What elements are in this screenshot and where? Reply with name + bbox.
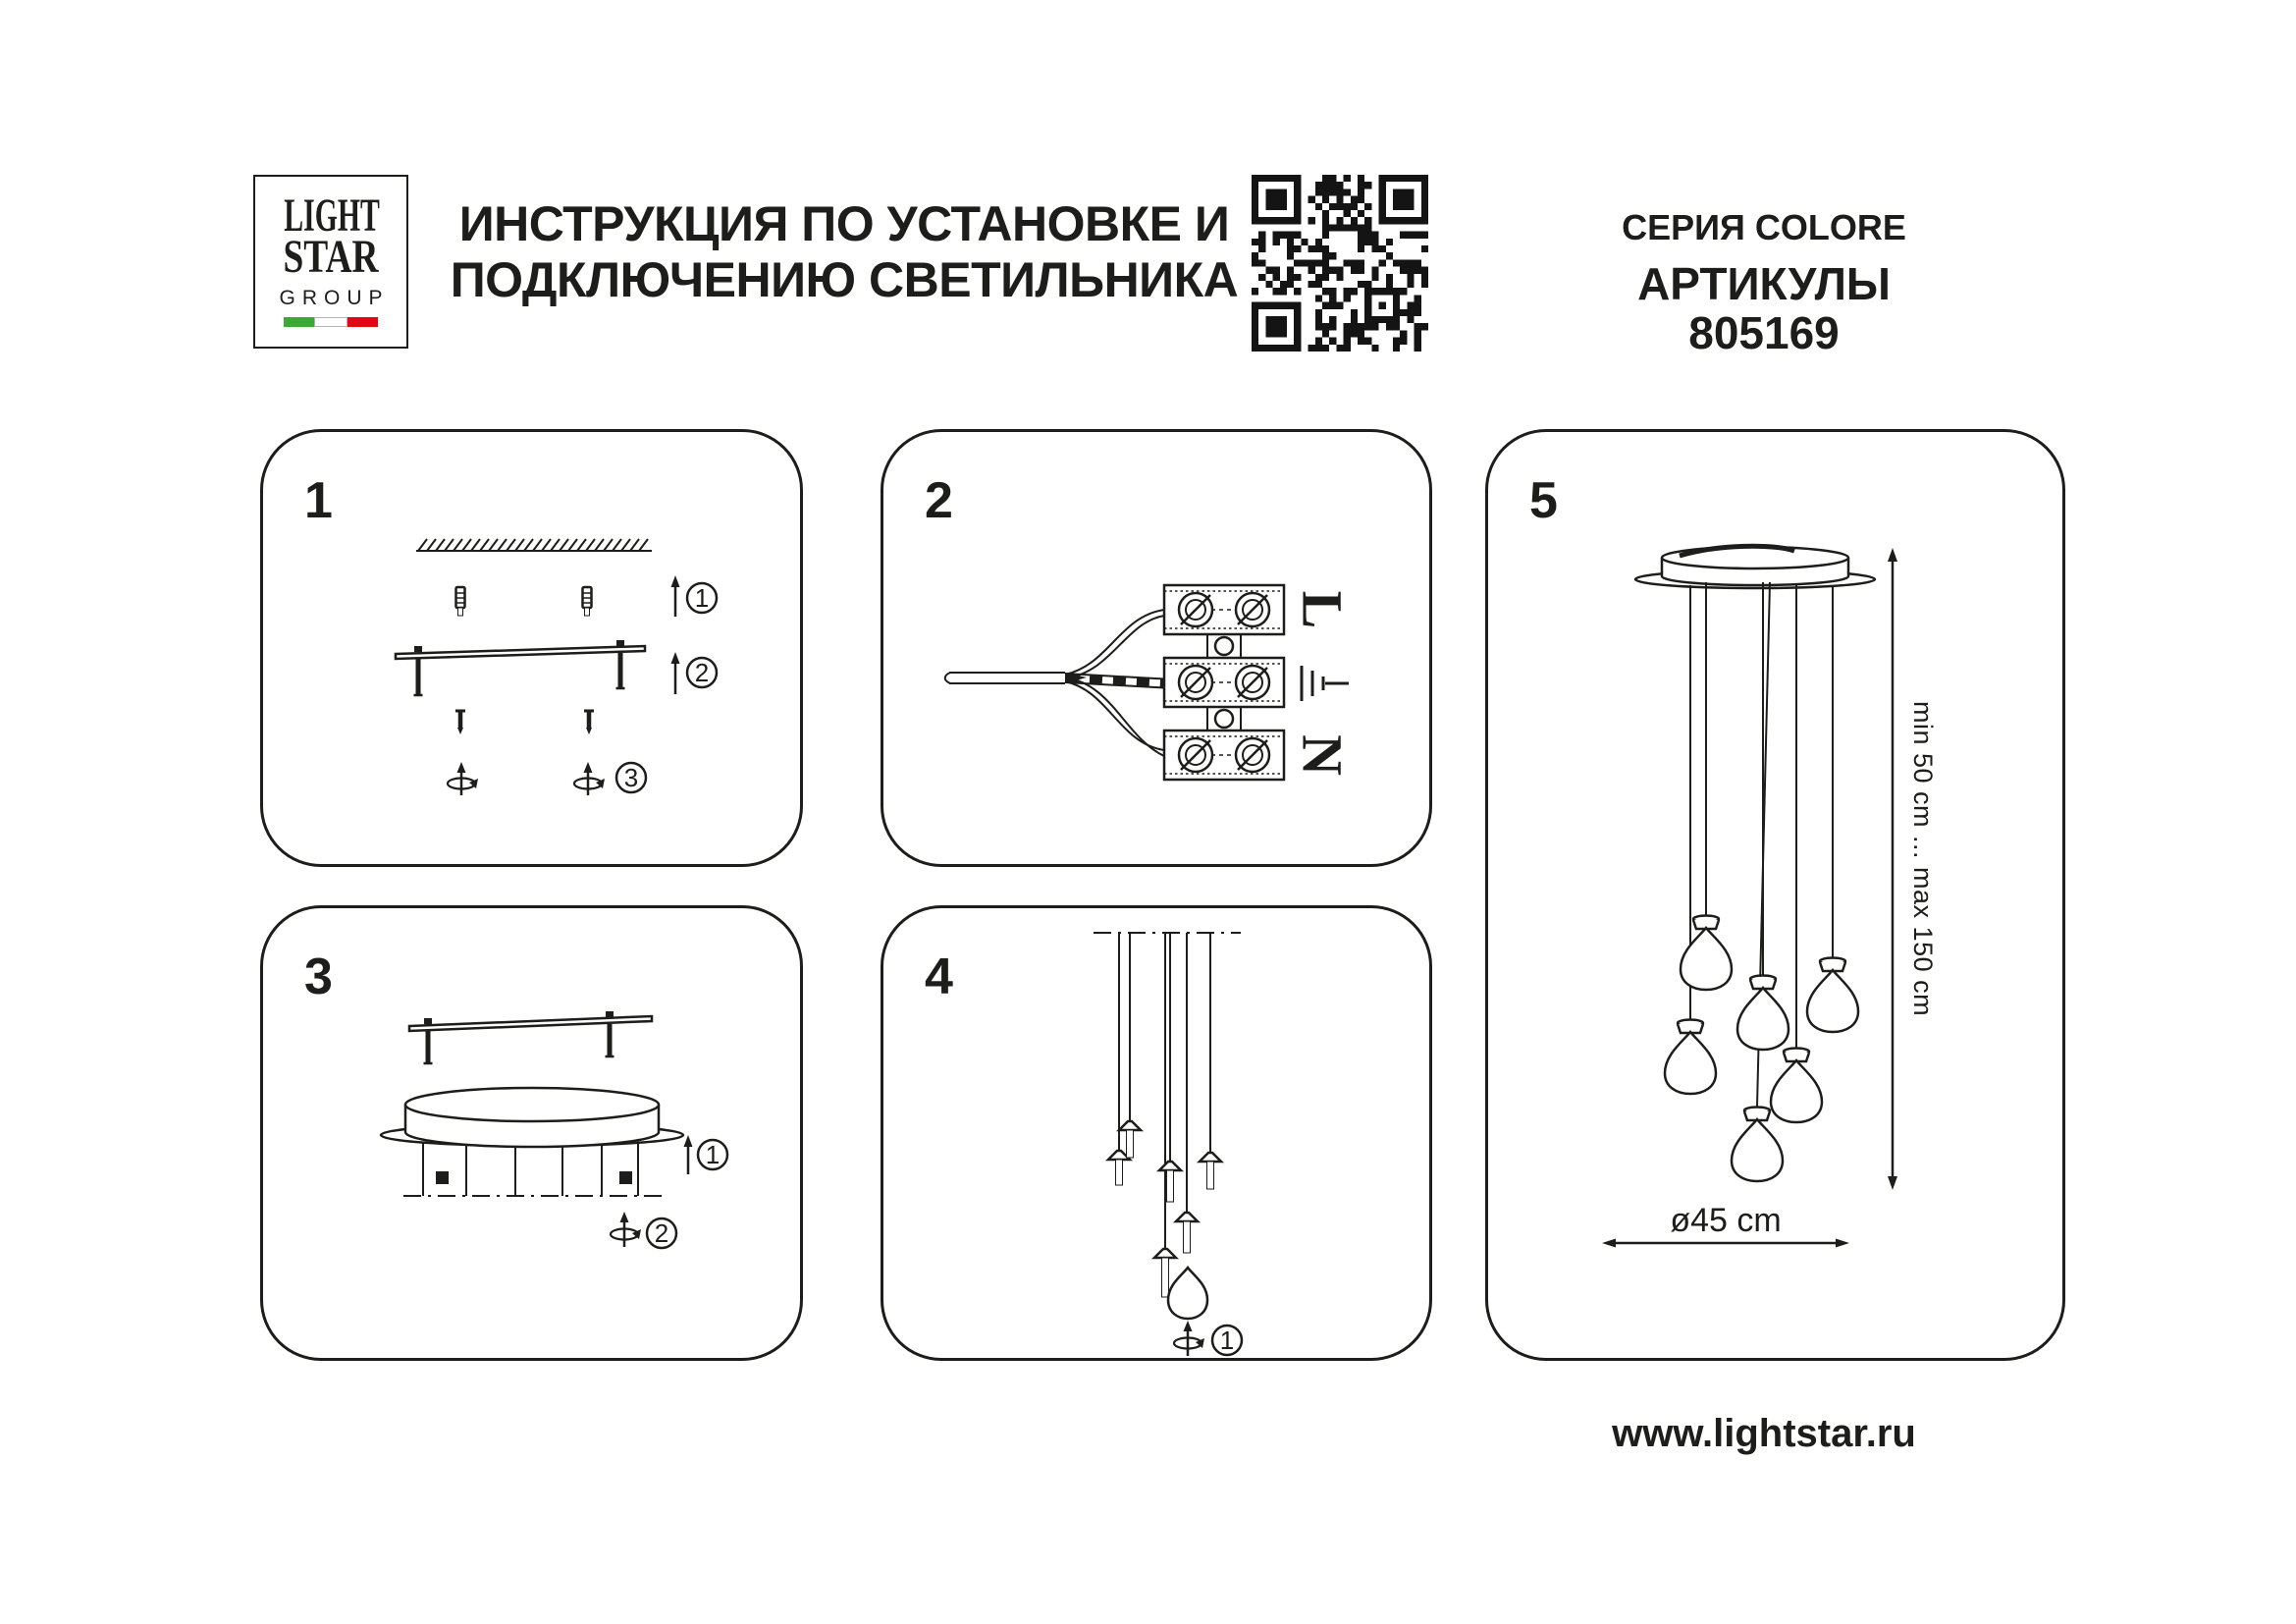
lamp-socket	[1176, 1213, 1198, 1253]
canopy-mounting-diagram	[263, 908, 800, 1358]
bulb	[1168, 1268, 1207, 1319]
panel-step-5	[1485, 429, 2065, 1361]
step-badge	[647, 1218, 676, 1248]
flag-white	[314, 317, 347, 327]
bulb	[1771, 1049, 1822, 1123]
panel-step-3	[260, 905, 803, 1361]
logo-word-star: STAR	[283, 231, 379, 283]
series-name: СЕРИЯ COLORE	[1622, 207, 1906, 247]
qr-code	[1252, 175, 1428, 352]
wall-plug	[583, 587, 592, 616]
wiring-diagram	[883, 432, 1429, 864]
article-number: АРТИКУЛЫ 805169	[1637, 258, 1891, 358]
flag-red	[347, 317, 378, 327]
up-arrow	[671, 652, 680, 694]
step-badge	[1212, 1326, 1242, 1355]
svg-text:1: 1	[705, 1140, 721, 1169]
bulb	[1737, 976, 1789, 1051]
logo-word-group: GROUP	[279, 287, 390, 309]
wall-plug	[456, 587, 465, 616]
step-badge	[698, 1140, 727, 1169]
terminal-block	[1164, 585, 1284, 780]
screw-rotation-icon	[611, 1212, 641, 1247]
panel-step-1	[260, 429, 803, 867]
panel-number: 5	[1529, 472, 1558, 529]
product-info	[1568, 208, 1960, 357]
svg-text:2: 2	[694, 658, 710, 687]
screw-rotation-icon	[1174, 1321, 1204, 1356]
page-title-line2: ПОДКЛЮЧЕНИЮ СВЕТИЛЬНИКА	[450, 252, 1239, 307]
panel-step-4	[881, 905, 1432, 1361]
page-title	[393, 196, 1296, 308]
bulb	[1681, 916, 1732, 991]
diameter-dimension-label: ø45 cm	[1670, 1202, 1782, 1239]
panel-number: 2	[925, 472, 953, 529]
cable-lock	[619, 1171, 632, 1184]
pendant-cord	[1119, 933, 1210, 1248]
svg-text:1: 1	[1219, 1326, 1235, 1355]
bulb	[1665, 1020, 1716, 1095]
canopy	[381, 1088, 683, 1147]
pendant-cord	[423, 1143, 638, 1196]
line-label: L	[1290, 590, 1355, 629]
screw-rotation-icon	[574, 762, 605, 795]
bulb-installation-diagram	[883, 908, 1429, 1358]
canopy	[1635, 546, 1875, 588]
brand-logo	[253, 175, 408, 349]
up-arrow	[671, 575, 680, 617]
bulb	[1807, 958, 1858, 1033]
italian-flag-icon	[284, 317, 378, 327]
lamp-socket	[1159, 1162, 1181, 1202]
step-badge	[687, 658, 717, 687]
svg-text:2: 2	[654, 1218, 669, 1248]
screw	[584, 711, 594, 734]
page-title-line1: ИНСТРУКЦИЯ ПО УСТАНОВКЕ И	[458, 196, 1230, 251]
up-arrow	[684, 1135, 693, 1174]
cable-lock	[436, 1171, 449, 1184]
ground-symbol	[1302, 666, 1349, 701]
panel-number: 3	[304, 948, 333, 1005]
screw-rotation-icon	[448, 762, 478, 795]
bulb	[1732, 1108, 1783, 1182]
svg-text:3: 3	[623, 763, 639, 792]
screw	[455, 711, 465, 734]
logo-word-light: LIGHT	[284, 189, 380, 242]
ceiling-hatch	[416, 539, 652, 551]
neutral-label: N	[1290, 734, 1355, 776]
panel-number: 1	[304, 472, 333, 529]
step-badge	[616, 763, 646, 792]
step-badge	[687, 583, 717, 613]
supply-cable	[945, 610, 1164, 756]
flag-green	[284, 317, 314, 327]
panel-number: 4	[925, 948, 953, 1005]
lamp-socket	[1200, 1153, 1221, 1189]
panel-step-2	[881, 429, 1432, 867]
bracket-mounting-diagram	[263, 432, 800, 864]
website-url: www.lightstar.ru	[1612, 1412, 1916, 1455]
height-dimension	[1888, 548, 1897, 1190]
height-dimension-label: min 50 cm ... max 150 cm	[1908, 701, 1938, 1017]
mounting-bracket	[409, 1011, 652, 1063]
svg-text:1: 1	[694, 583, 710, 613]
mounting-bracket	[396, 640, 645, 695]
